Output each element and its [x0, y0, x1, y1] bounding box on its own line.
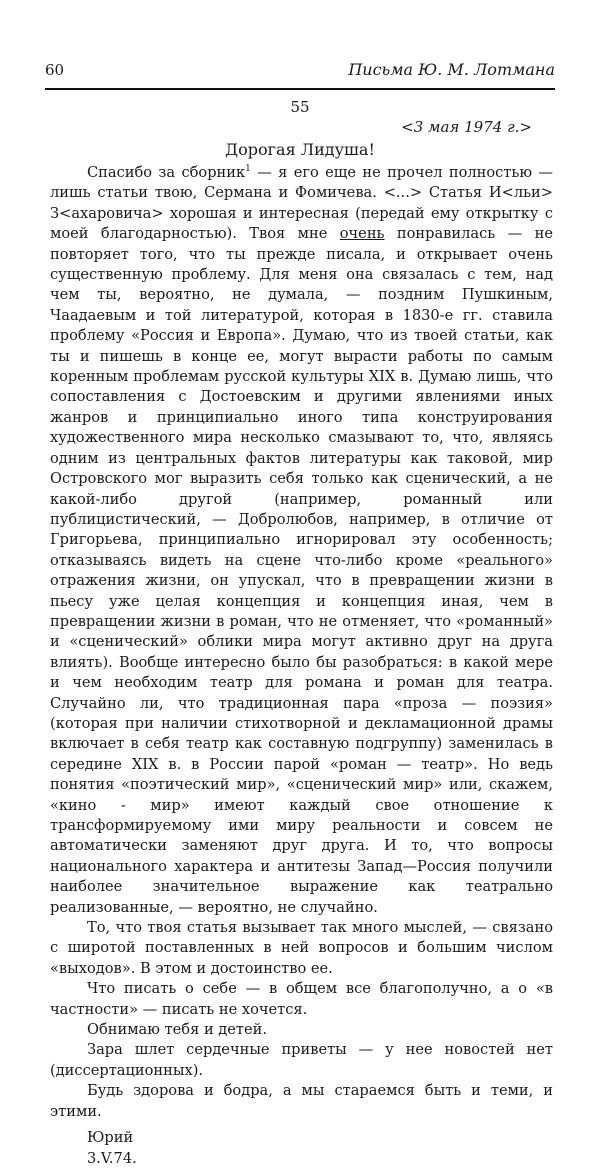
paragraph-6: Будь здорова и бодра, а мы стараемся быть и теми, и этими. [50, 1082, 553, 1120]
paragraph-5: Зара шлет сердечные приветы — у нее новостей нет (диссертационных). [50, 1041, 553, 1079]
signature [50, 1128, 553, 1169]
signature-date: 3.V.74. [87, 1149, 137, 1167]
paragraph-3: Что писать о себе — в общем все благополучно, а о «в частности» — писать не хочется. [50, 980, 553, 1018]
running-title: Письма Ю. М. Лотмана [348, 60, 555, 79]
letter-body [50, 163, 553, 1169]
paragraph-4: Обнимаю тебя и детей. [87, 1021, 268, 1039]
salutation: Дорогая Лидуша! [225, 140, 375, 159]
header-rule [45, 88, 555, 90]
footnote-marker[interactable]: 1 [245, 164, 251, 175]
page-number: 60 [45, 61, 65, 79]
paragraph-1: Спасибо за сборник$^1$ — я его еще не прочел полностью — лишь статьи твою, Сермана и Фомичева. <...> Статья И<льи> З<ахаровича> хорошая и интересная (передай ему открытку с моей благодарностью). Твоя мне очень понравилась — не повторяет того, что ты прежде писала, и открывает очень существенную проблему. Для меня она связалась с тем, над чем ты, вероятно, не думала, — поздним Пушкиным, Чаадаевым и той литературой, которая в 1830-е гг. ставила проблему «Россия и Европа». Думаю, что из твоей статьи, как ты и пишешь в конце ее, могут вырасти работы по самым коренным проблемам русской культуры XIX в. Думаю лишь, что сопоставления с Достоевским и другими явлениями иных жанров и принципиально иного типа конструирования художественного мира несколько смазывают то, что, являясь одним из центральных фактов литературы как таковой, мир Островского мог выразить себя только как сценический, а не какой-либо другой (например, романный или публицистический, — Добролюбов, например, в отличие от Григорьева, принципиально игнорировал эту особенность; отказываясь видеть на сцене что-либо кроме «реального» отражения жизни, он упускал, что в превращении жизни в пьесу уже целая концепция и концепция иная, чем в превращении жизни в роман, что не отменяет, что «романный» и «сценический» облики мира могут активно друг на друга влиять). Вообще интересно было бы разобраться: в какой мере и чем необходим театр для романа и роман для театра. Случайно ли, что традиционная пара «проза — поэзия» (которая при наличии стихотворной и декламационной драмы включает в себя театр как составную подгруппу) заменилась в середине XIX в. в России парой «роман — театр». Но ведь понятия «поэтический мир», «сценический мир» или, скажем, «кино - мир» имеют каждый свое отношение к трансформируемому ими миру реальности и совсем не автоматически заменяют друг друга. И то, что вопросы национального характера и антитезы Запад—Россия получили наиболее значительное выражение как театрально реализованные, — вероятно, не случайно. [50, 164, 553, 916]
letter-date: <3 мая 1974 г.> [401, 118, 532, 136]
signature-name: Юрий [87, 1129, 134, 1147]
emphasis-underline: очень [339, 225, 385, 243]
running-head [45, 60, 555, 82]
letter-number: 55 [290, 98, 310, 116]
paragraph-2: То, что твоя статья вызывает так много мыслей, — связано с широтой поставленных в ней вопросов и большим числом «выходов». В этом и достоинство ее. [50, 919, 553, 977]
